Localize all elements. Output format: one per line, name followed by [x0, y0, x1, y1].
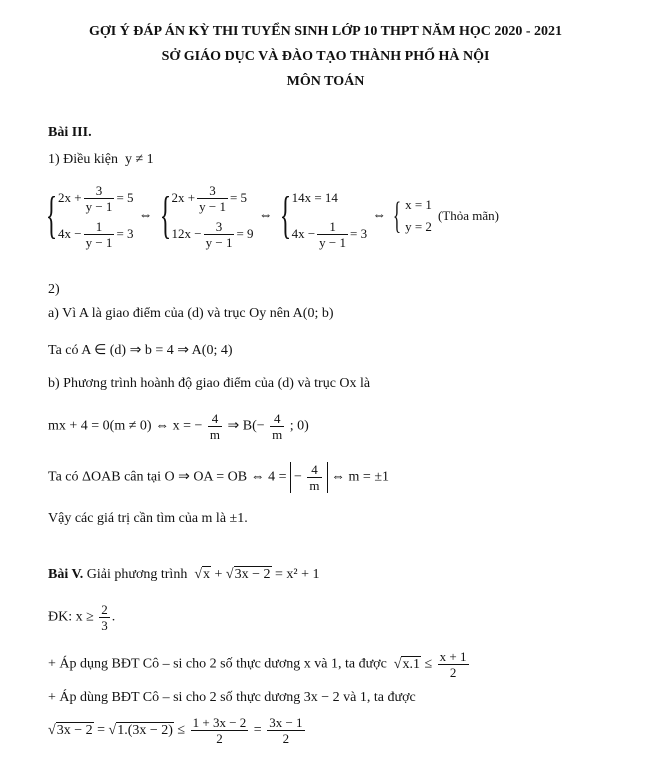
sqrt-term: √3x − 2	[225, 567, 271, 582]
brace: {	[279, 187, 291, 244]
system-2	[172, 180, 254, 252]
system-3	[292, 180, 368, 252]
brace: {	[392, 195, 402, 237]
conclusion-line: Vậy các giá trị cần tìm của m là ±1.	[48, 511, 248, 526]
equiv-symbol: ⇔	[372, 208, 387, 223]
satisfied-note: (Thỏa mãn)	[437, 208, 499, 223]
apply-cauchy-1: + Áp dụng BĐT Cô – si cho 2 số thực dương x và 1, ta được √x.1 ≤ $\frac{x + 1}{2}$	[48, 649, 467, 680]
system-2-eq2: 12x − $\frac{3}{y - 1}$ = 9	[171, 218, 254, 250]
system-1	[58, 180, 134, 252]
sqrt-term: √x.1	[393, 656, 420, 672]
condition-line	[48, 152, 154, 168]
brace: {	[159, 187, 171, 244]
system-4	[405, 194, 432, 238]
condition-expr: y ≠ 1	[124, 152, 154, 167]
part-a-line: a) Vì A là giao điểm của (d) và trục Oy nên A(0; b)	[48, 306, 334, 321]
apply-cauchy-2: + Áp dùng BĐT Cô – si cho 2 số thực dương 3x − 2 và 1, ta được	[48, 690, 416, 705]
system-4-eq1: x = 1	[405, 197, 432, 212]
cauchy-inequality: √3x − 2 = √1.(3x − 2) ≤ $\frac{1 + 3x - 2}{2}$ = $\frac{3x - 1}{2}$	[48, 715, 303, 746]
system-3-eq1: 14x = 14	[291, 190, 338, 205]
isosceles-line: Ta có ΔOAB cân tại O ⇒ OA = OB ⇔ 4 = − $\frac{4}{m}$ ⇔ m = ±1	[48, 462, 390, 493]
intersection-equation: mx + 4 = 0(m ≠ 0) ⇔ x = − $\frac{4}{m}$ ⇒ B(− $\frac{4}{m}$ ; 0)	[48, 411, 309, 442]
system-4-eq2: y = 2	[405, 219, 432, 234]
taco-line-1: Ta có A ∈ (d) ⇒ b = 4 ⇒ A(0; 4)	[48, 343, 233, 358]
section-title-bai5: Bài V.	[48, 567, 84, 582]
sqrt-term: √1.(3x − 2)	[108, 722, 173, 738]
doc-header-line1: GỢI Ý ĐÁP ÁN KỲ THI TUYỂN SINH LỚP 10 THPT NĂM HỌC 2020 - 2021	[88, 24, 563, 39]
doc-header-line2: SỞ GIÁO DỤC VÀ ĐÀO TẠO THÀNH PHỐ HÀ NỘI	[161, 49, 490, 64]
domain-condition: ĐK: x ≥ $\frac{2}{3}$ .	[48, 602, 116, 633]
equiv-symbol: ⇔	[138, 208, 153, 223]
part-b-line: b) Phương trình hoành độ giao điểm của (d) và trục Ox là	[48, 376, 371, 391]
condition-label: 1) Điều kiện	[48, 152, 118, 167]
system-2-eq1: 2x + $\frac{3}{y - 1}$ = 5	[171, 182, 248, 214]
sqrt-term: √3x − 2	[48, 722, 93, 738]
bai5-problem: Bài V. Giải phương trình √x + √3x − 2 = x² + 1	[48, 567, 320, 582]
equation-systems-row	[44, 180, 499, 252]
system-3-eq2: 4x − $\frac{1}{y - 1}$ = 3	[291, 218, 368, 250]
absolute-value: − $\frac{4}{m}$	[290, 462, 328, 493]
system-1-eq1: 2x + $\frac{3}{y - 1}$ = 5	[58, 182, 134, 214]
brace: {	[45, 187, 58, 244]
part-2-label: 2)	[48, 282, 60, 297]
doc-subject: MÔN TOÁN	[286, 74, 365, 89]
equiv-symbol: ⇔	[258, 208, 273, 223]
sqrt-term: √x	[194, 567, 211, 582]
system-1-eq2: 4x − $\frac{1}{y - 1}$ = 3	[58, 218, 134, 250]
section-title-bai3: Bài III.	[48, 125, 92, 140]
